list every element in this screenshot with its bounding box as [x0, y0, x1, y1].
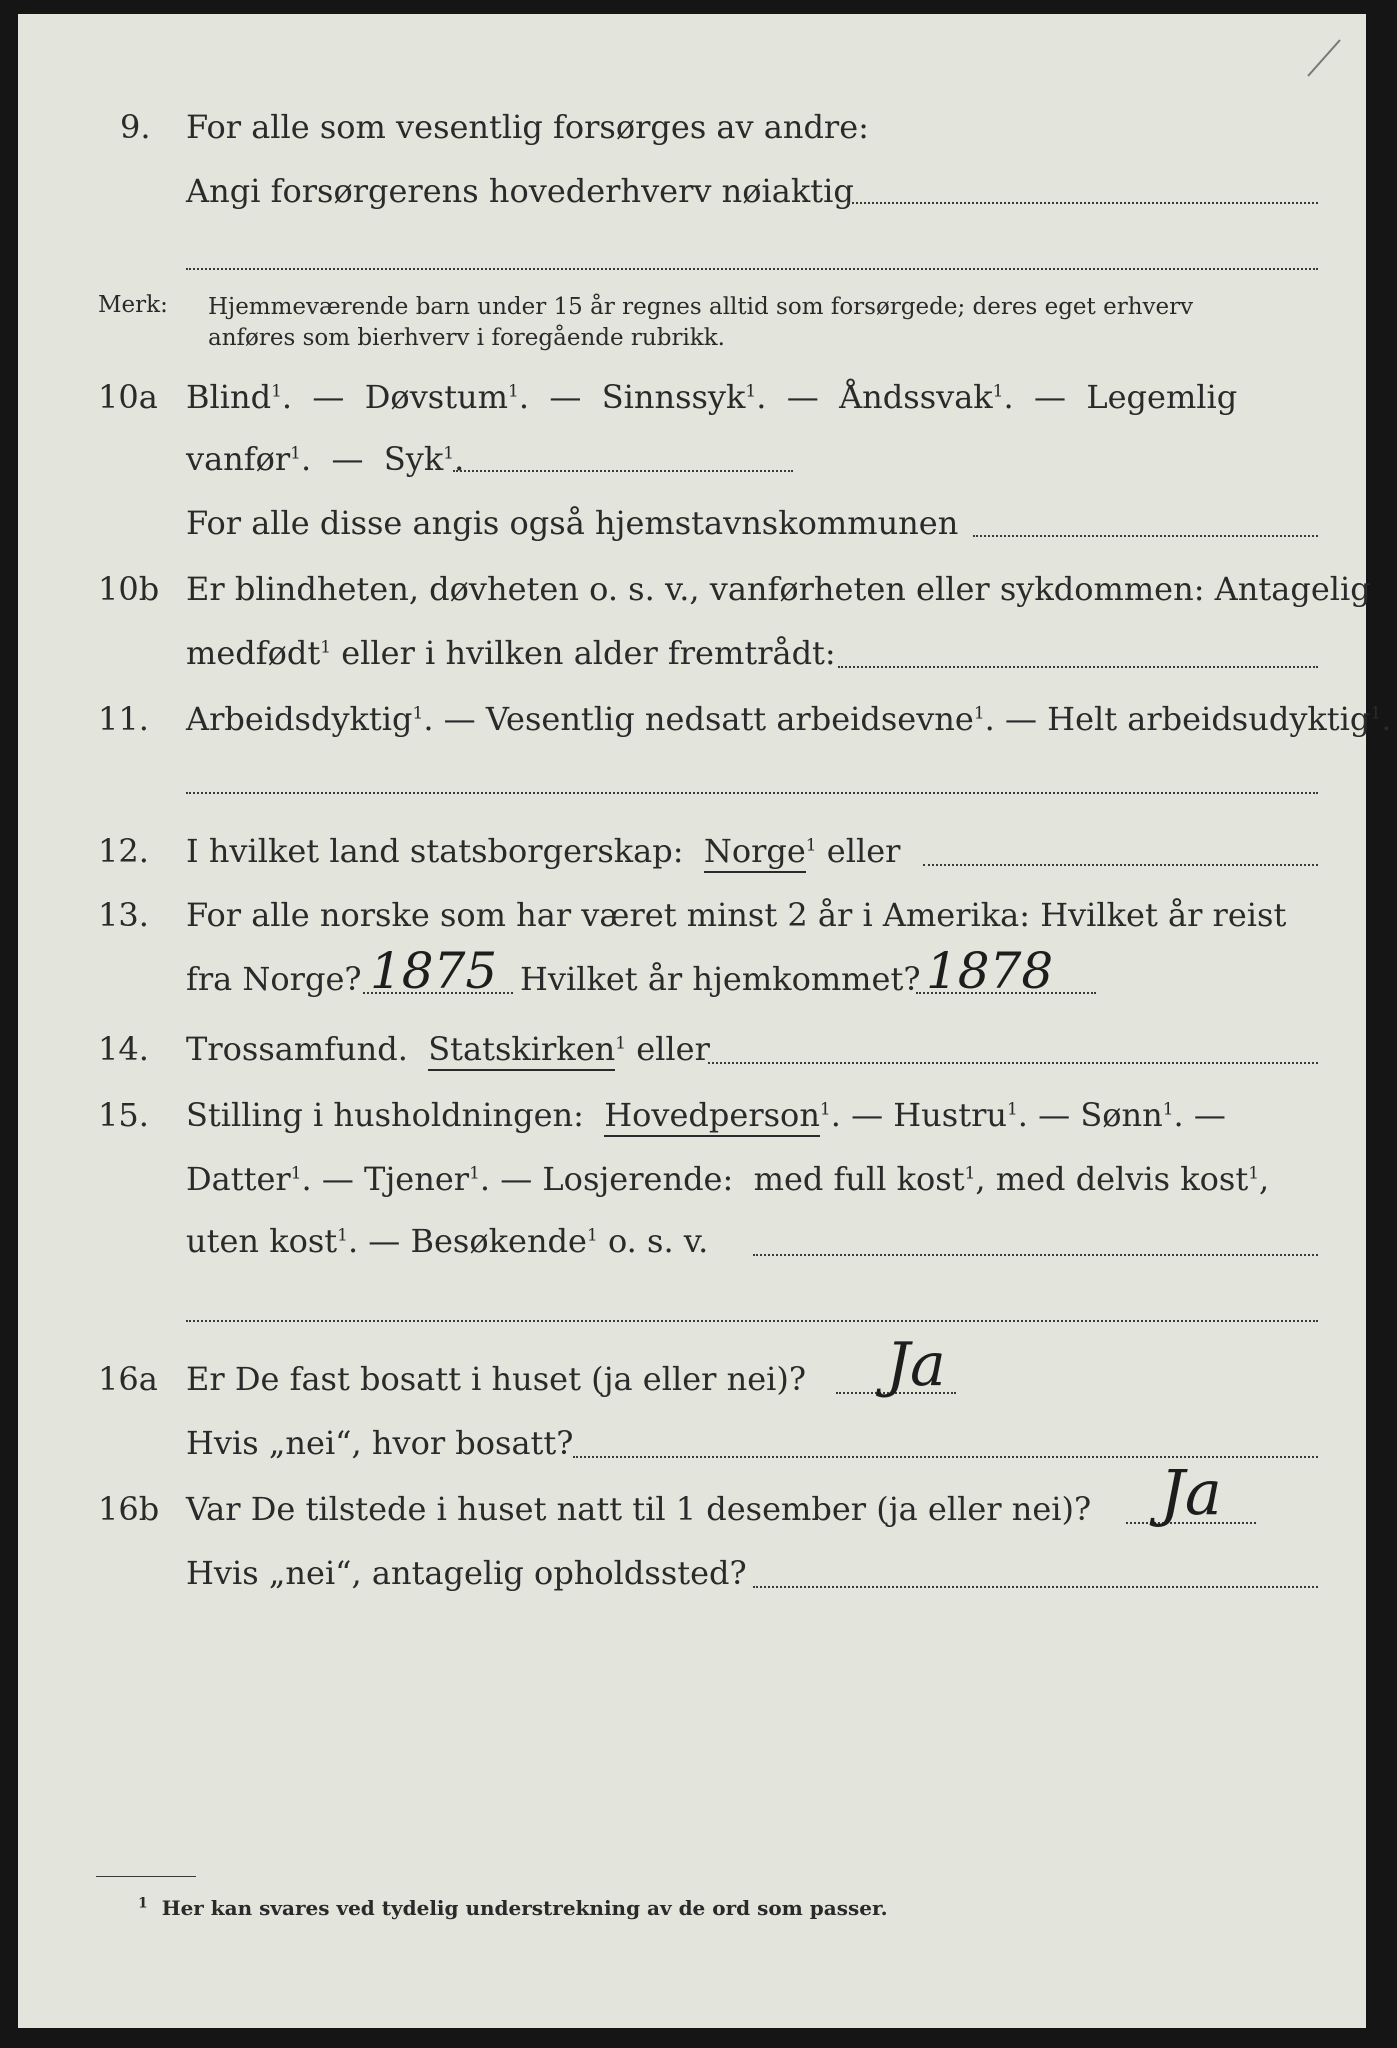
q10a-line2: vanfør$^1$. — Syk$^1$.	[186, 440, 465, 478]
q16b-line1: Var De tilstede i huset natt til 1 desember (ja eller nei)?	[186, 1490, 1092, 1528]
q16a-handwritten-answer: Ja	[886, 1330, 946, 1400]
q15-uten: uten kost	[186, 1222, 338, 1260]
q16b-handwritten-answer: Ja	[1160, 1456, 1222, 1529]
q10a-sinnssyk: Sinnssyk	[601, 378, 746, 416]
q16b-number: 16b	[98, 1490, 160, 1528]
q12-eller: eller	[826, 832, 901, 870]
q12-line: I hvilket land statsborgerskap: Norge$^1$ eller	[186, 832, 900, 870]
q10a-dovstum: Døvstum	[364, 378, 508, 416]
q13-handwritten-reist: 1875	[370, 942, 498, 1000]
q15-tjener: Tjener	[364, 1160, 470, 1198]
q9-number: 9.	[120, 108, 151, 146]
q14-line: Trossamfund. Statskirken$^1$ eller	[186, 1030, 710, 1068]
q13-hjem: Hvilket år hjemkommet?	[520, 960, 921, 998]
q12-norge: Norge	[704, 832, 806, 873]
q9-line2: Angi forsørgerens hovederhverv nøiaktig	[186, 172, 854, 210]
q15-datter: Datter	[186, 1160, 291, 1198]
q15-besokende: Besøkende	[410, 1222, 587, 1260]
footnote	[138, 1896, 888, 1920]
q14-eller: eller	[636, 1030, 710, 1068]
q9-answer-line[interactable]	[848, 202, 1318, 204]
census-form-page	[18, 14, 1392, 2028]
q16a-number: 16a	[98, 1360, 158, 1398]
q10b-answer-line[interactable]	[838, 666, 1318, 668]
footnote-mark: 1	[138, 1895, 148, 1912]
q15-delvis: med delvis kost	[995, 1160, 1249, 1198]
q10a-line1: Blind$^1$. — Døvstum$^1$. — Sinnssyk$^1$. — Åndssvak$^1$. — Legemlig	[186, 378, 1238, 416]
q10b-number: 10b	[98, 570, 160, 608]
q16b-line2: Hvis „nei“, antagelig opholdssted?	[186, 1554, 747, 1592]
q11-helt: Helt arbeidsudyktig	[1047, 700, 1371, 738]
q15-osv: o. s. v.	[607, 1222, 709, 1260]
q10a-answer-line[interactable]	[453, 470, 793, 472]
footnote-rule	[96, 1876, 196, 1877]
q10a-andssvak: Åndssvak	[839, 378, 993, 416]
q12-number: 12.	[98, 832, 149, 870]
q10b-medfodt: medfødt	[186, 634, 321, 672]
q15-sonn: Sønn	[1080, 1096, 1163, 1134]
q16a-line1: Er De fast bosatt i huset (ja eller nei)?	[186, 1360, 807, 1398]
q15-full: med full kost	[753, 1160, 965, 1198]
q11-answer-line[interactable]	[186, 792, 1318, 794]
q15-number: 15.	[98, 1096, 149, 1134]
q13-fra: fra Norge?	[186, 960, 362, 998]
q15-hustru: Hustru	[893, 1096, 1007, 1134]
q11-number: 11.	[98, 700, 149, 738]
q13-handwritten-hjem: 1878	[926, 942, 1054, 1000]
q15-line3: uten kost$^1$. — Besøkende$^1$ o. s. v.	[186, 1222, 709, 1260]
q12-text: I hvilket land statsborgerskap:	[186, 832, 684, 870]
q9-line1: For alle som vesentlig forsørges av andre:	[186, 108, 869, 146]
q13-line1: For alle norske som har været minst 2 år i Amerika: Hvilket år reist	[186, 896, 1287, 934]
q14-statskirken: Statskirken	[428, 1030, 615, 1071]
q13-number: 13.	[98, 896, 149, 934]
q10a-kommune-line[interactable]	[973, 535, 1318, 537]
q16b-opholdssted-line[interactable]	[753, 1586, 1318, 1588]
q10a-blind: Blind	[186, 378, 272, 416]
q15-line2: Datter$^1$. — Tjener$^1$. — Losjerende: med full kost$^1$, med delvis kost$^1$,	[186, 1160, 1270, 1198]
q15-stilling: Stilling i husholdningen:	[186, 1096, 584, 1134]
q11-vesentlig: Vesentlig nedsatt arbeidsevne	[485, 700, 974, 738]
q15-extra-line[interactable]	[186, 1320, 1318, 1322]
merk-label: Merk:	[98, 292, 168, 318]
q15-answer-line[interactable]	[753, 1254, 1318, 1256]
merk-line1: Hjemmeværende barn under 15 år regnes alltid som forsørgede; deres eget erhverv	[208, 294, 1194, 320]
q10a-number: 10a	[98, 378, 158, 416]
q10a-syk: Syk	[383, 440, 444, 478]
q15-line1: Stilling i husholdningen: Hovedperson$^1$. — Hustru$^1$. — Sønn$^1$. —	[186, 1096, 1226, 1134]
q9-extra-line[interactable]	[186, 268, 1318, 270]
q10a-vanfor: vanfør	[186, 440, 291, 478]
q16a-line2: Hvis „nei“, hvor bosatt?	[186, 1424, 574, 1462]
q14-answer-line[interactable]	[708, 1062, 1318, 1064]
q12-answer-line[interactable]	[923, 864, 1318, 866]
q15-losjerende: Losjerende:	[542, 1160, 734, 1198]
q10a-legemlig: Legemlig	[1086, 378, 1238, 416]
q15-hovedperson: Hovedperson	[604, 1096, 820, 1137]
pencil-mark	[1304, 36, 1344, 80]
merk-line2: anføres som bierhverv i foregående rubrikk.	[208, 325, 725, 351]
q10b-line2-rest: eller i hvilken alder fremtrådt:	[341, 634, 836, 672]
q11-line: Arbeidsdyktig$^1$. — Vesentlig nedsatt arbeidsevne$^1$. — Helt arbeidsudyktig$^1$.	[186, 700, 1392, 738]
q10a-line3: For alle disse angis også hjemstavnskommunen	[186, 504, 959, 542]
q14-number: 14.	[98, 1030, 149, 1068]
q14-text: Trossamfund.	[186, 1030, 408, 1068]
q10b-line1: Er blindheten, døvheten o. s. v., vanførheten eller sykdommen: Antagelig	[186, 570, 1371, 608]
footnote-text: Her kan svares ved tydelig understrekning av de ord som passer.	[161, 1896, 888, 1920]
q10b-line2: medfødt$^1$ eller i hvilken alder fremtrådt:	[186, 634, 836, 672]
q11-arbeidsdyktig: Arbeidsdyktig	[186, 700, 413, 738]
